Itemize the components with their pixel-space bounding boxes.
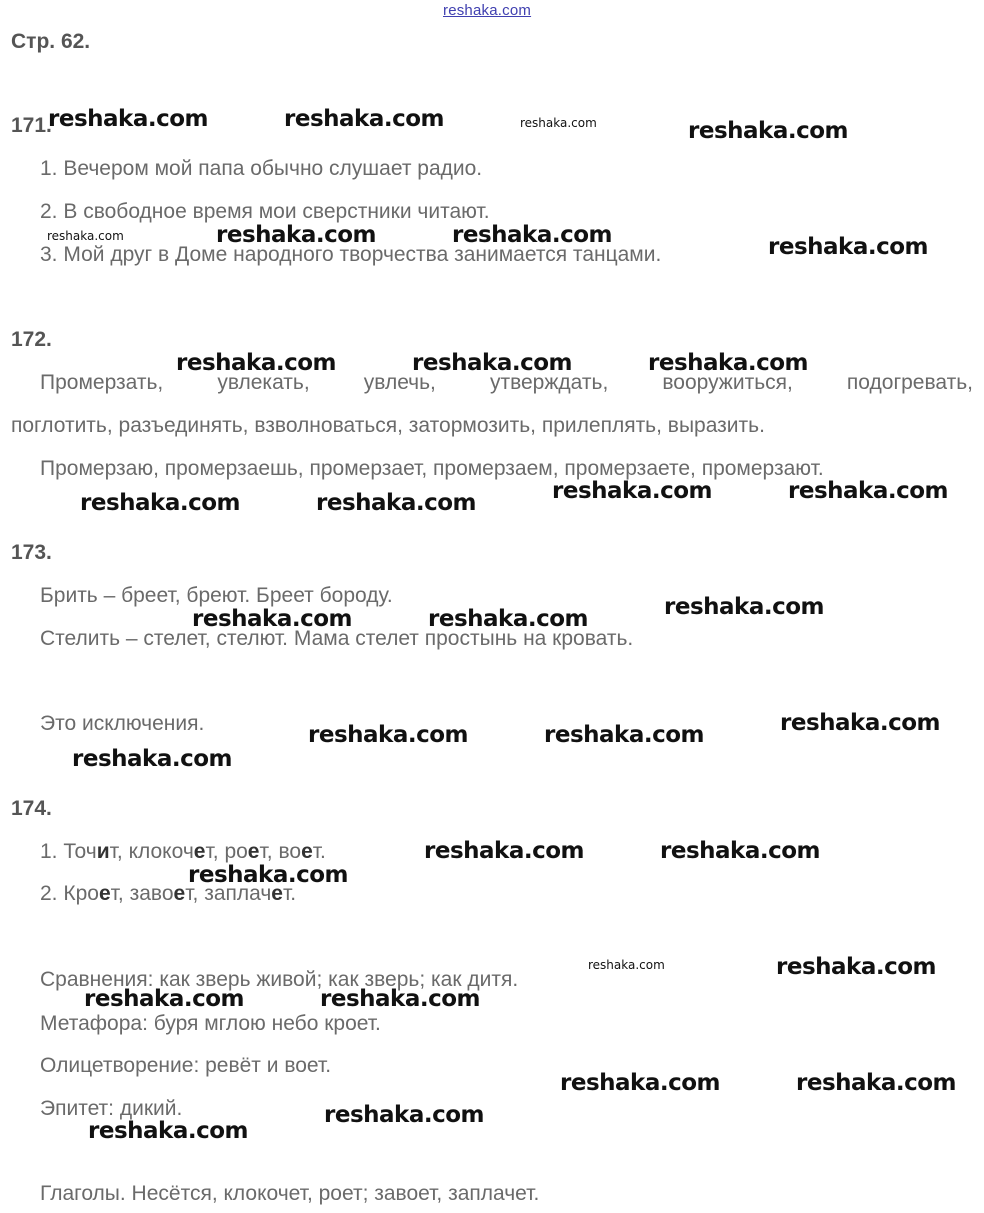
site-link[interactable]: reshaka.com <box>443 2 532 19</box>
exercise-172-conjugation: Промерзаю, промерзаешь, промерзает, промерзаем, промерзаете, промерзают. <box>40 457 824 480</box>
exercise-173-note: Это исключения. <box>40 712 205 735</box>
exercise-173-number: 173. <box>11 541 52 564</box>
watermark: reshaka.com <box>284 106 444 132</box>
watermark: reshaka.com <box>796 1070 956 1096</box>
watermark: reshaka.com <box>788 478 948 504</box>
word: подогревать, <box>846 371 973 394</box>
watermark: reshaka.com <box>544 722 704 748</box>
word: увлекать, <box>217 371 310 394</box>
page-title: Стр. 62. <box>11 30 91 53</box>
exercise-174-metaphor: Метафора: буря мглою небо кроет. <box>40 1012 381 1035</box>
exercise-171-line-3: 3. Мой друг в Доме народного творчества занимается танцами. <box>40 243 662 266</box>
watermark: reshaka.com <box>72 746 232 772</box>
exercise-174-number: 174. <box>11 797 52 820</box>
watermark: reshaka.com <box>192 606 352 632</box>
watermark: reshaka.com <box>216 222 376 248</box>
word: утверждать, <box>489 371 609 394</box>
exercise-172-word-list-line-2: поглотить, разъединять, взволноваться, затормозить, прилеплять, выразить. <box>11 414 765 437</box>
watermark: reshaka.com <box>452 222 612 248</box>
watermark: reshaka.com <box>80 490 240 516</box>
watermark: reshaka.com <box>560 1070 720 1096</box>
exercise-174-line-1: 1. Точит, клокочет, роет, воет. <box>40 840 326 863</box>
watermark: reshaka.com <box>664 594 824 620</box>
watermark: reshaka.com <box>428 606 588 632</box>
word: вооружиться, <box>662 371 793 394</box>
watermark: reshaka.com <box>84 986 244 1012</box>
watermark: reshaka.com <box>320 986 480 1012</box>
exercise-173-line-2: Стелить – стелет, стелют. Мама стелет простынь на кровать. <box>40 627 634 650</box>
watermark: reshaka.com <box>324 1102 484 1128</box>
exercise-171-line-2: 2. В свободное время мои сверстники читают. <box>40 200 490 223</box>
exercise-174-comparisons: Сравнения: как зверь живой; как зверь; как дитя. <box>40 968 519 991</box>
exercise-174-verbs: Глаголы. Несётся, клокочет, роет; завоет, заплачет. <box>40 1182 540 1205</box>
watermark: reshaka.com <box>88 1118 248 1144</box>
word: увлечь, <box>363 371 436 394</box>
watermark: reshaka.com <box>48 106 208 132</box>
watermark: reshaka.com <box>768 234 928 260</box>
exercise-174-line-2: 2. Кроет, завоет, заплачет. <box>40 882 297 905</box>
watermark: reshaka.com <box>648 350 808 376</box>
watermark: reshaka.com <box>412 350 572 376</box>
watermark: reshaka.com <box>308 722 468 748</box>
exercise-174-epithet: Эпитет: дикий. <box>40 1097 183 1120</box>
watermark: reshaka.com <box>47 229 124 243</box>
exercise-173-line-1: Брить – бреет, бреют. Бреет бороду. <box>40 584 393 607</box>
exercise-172-number: 172. <box>11 328 52 351</box>
watermark: reshaka.com <box>660 838 820 864</box>
exercise-171-line-1: 1. Вечером мой папа обычно слушает радио. <box>40 157 483 180</box>
watermark: reshaka.com <box>316 490 476 516</box>
watermark: reshaka.com <box>424 838 584 864</box>
watermark: reshaka.com <box>776 954 936 980</box>
watermark: reshaka.com <box>176 350 336 376</box>
exercise-174-personification: Олицетворение: ревёт и воет. <box>40 1054 332 1077</box>
watermark: reshaka.com <box>188 862 348 888</box>
watermark: reshaka.com <box>688 118 848 144</box>
watermark: reshaka.com <box>520 116 597 130</box>
exercise-171-number: 171. <box>11 114 52 137</box>
watermark: reshaka.com <box>588 958 665 972</box>
watermark: reshaka.com <box>552 478 712 504</box>
watermark: reshaka.com <box>780 710 940 736</box>
word: Промерзать, <box>40 371 164 394</box>
